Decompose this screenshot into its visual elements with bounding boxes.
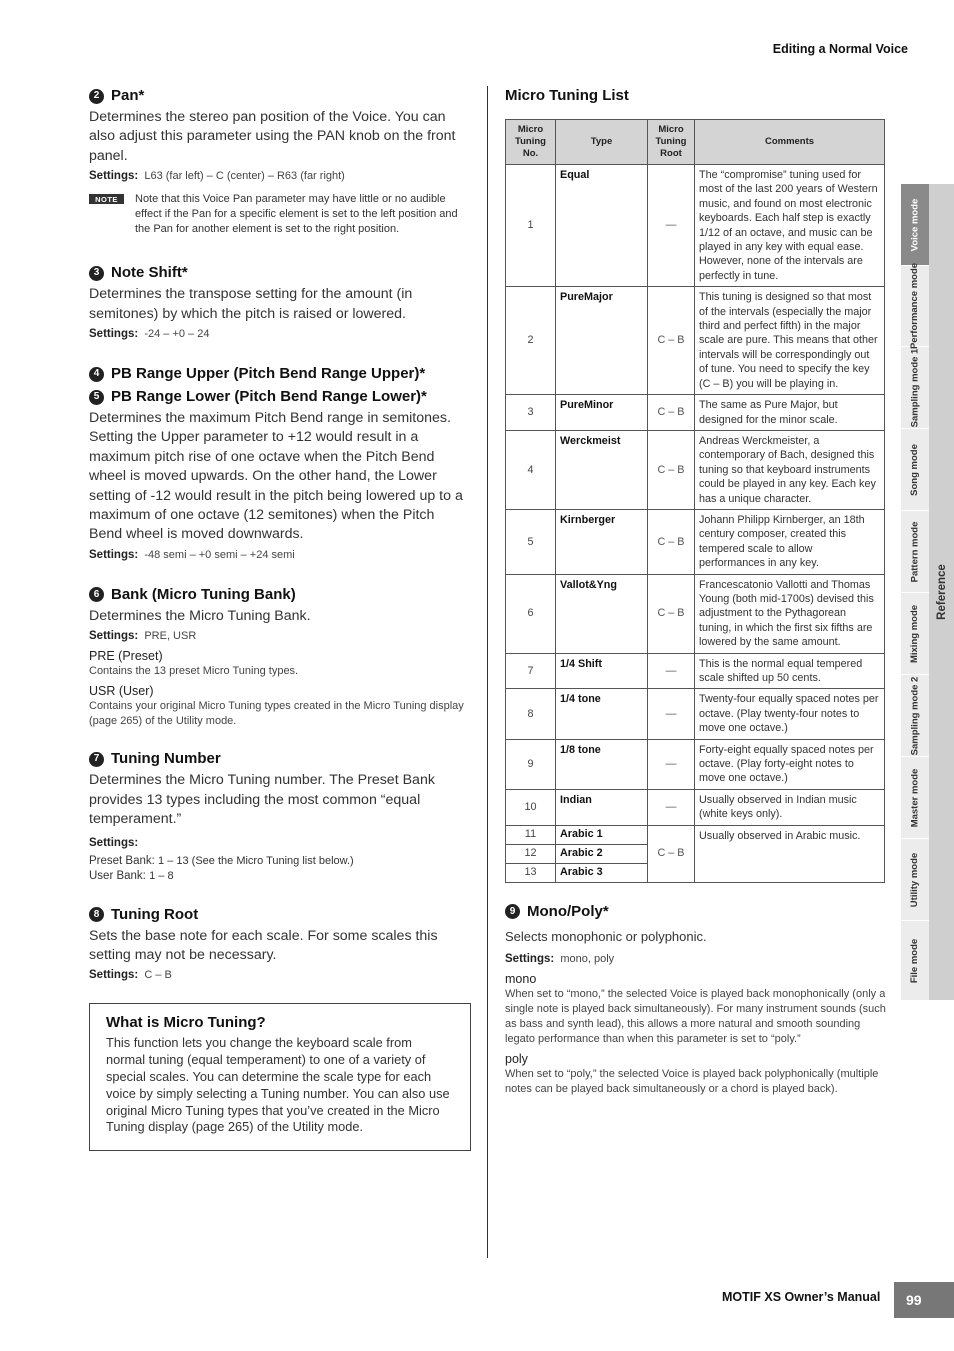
settings-label: Settings: [89, 836, 139, 849]
side-tab-label: Sampling mode 2 [909, 676, 920, 755]
settings-sublabel: Preset Bank: [89, 854, 155, 867]
cell-root: C – B [648, 509, 695, 574]
note-block [89, 192, 471, 237]
section-title: PB Range Lower (Pitch Bend Range Lower)* [111, 388, 427, 406]
column-divider [487, 86, 488, 1258]
cell-type: 1/4 Shift [556, 653, 648, 689]
section-bank [89, 585, 471, 729]
settings-label: Settings: [89, 170, 139, 183]
cell-no: 9 [506, 739, 556, 789]
settings-line [89, 629, 471, 644]
settings-label: Settings: [89, 969, 139, 982]
table-body [506, 165, 885, 883]
settings-preset-line [89, 854, 471, 869]
section-body: Selects monophonic or polyphonic. [505, 928, 707, 944]
table-row [506, 287, 885, 395]
circled-number-icon: 8 [89, 907, 104, 922]
side-tab-label: Utility mode [909, 852, 920, 907]
cell-type: PureMinor [556, 395, 648, 431]
side-tab-sampling-mode-2[interactable] [901, 675, 929, 757]
circled-number-icon: 7 [89, 752, 104, 767]
section-title: Tuning Number [111, 750, 221, 768]
circled-number-icon: 2 [89, 89, 104, 104]
side-tab-performance-mode[interactable] [901, 262, 929, 349]
cell-type: Vallot&Yng [556, 574, 648, 653]
settings-value: -48 semi – +0 semi – +24 semi [144, 548, 295, 561]
cell-no: 5 [506, 509, 556, 574]
cell-type: Werckmeist [556, 430, 648, 509]
circled-number-icon: 5 [89, 390, 104, 405]
side-tab-label: Mixing mode [909, 604, 920, 663]
left-column [89, 86, 471, 1151]
cell-no: 6 [506, 574, 556, 653]
section-body: Determines the stereo pan position of the Voice. You can also adjust this parameter using the PAN knob on the front panel. [89, 109, 456, 164]
cell-root: C – B [648, 430, 695, 509]
cell-no: 3 [506, 395, 556, 431]
section-tuning-number [89, 749, 471, 883]
micro-tuning-table [505, 119, 885, 883]
circled-number-icon: 3 [89, 266, 104, 281]
settings-label: Settings: [89, 548, 139, 561]
table-row [506, 574, 885, 653]
cell-comment: This is the normal equal tempered scale shifted up 50 cents. [695, 653, 885, 689]
side-tab-label: Song mode [909, 443, 921, 496]
cell-type: Equal [556, 165, 648, 287]
cell-root: — [648, 653, 695, 689]
section-title: PB Range Upper (Pitch Bend Range Upper)* [111, 365, 426, 383]
section-mono-poly [505, 902, 887, 1097]
table-row [506, 509, 885, 574]
side-tab-voice-mode[interactable] [901, 184, 929, 266]
section-heading [89, 86, 471, 106]
settings-user-line [89, 869, 471, 884]
side-tab-mixing-mode[interactable] [901, 593, 929, 675]
section-tuning-root [89, 905, 471, 984]
section-heading [89, 749, 471, 769]
cell-type: Arabic 3 [556, 863, 648, 882]
info-box-title: What is Micro Tuning? [106, 1014, 266, 1032]
option-name: PRE (Preset) [89, 649, 163, 664]
settings-label: Settings: [505, 953, 555, 966]
table-row [506, 430, 885, 509]
settings-line [89, 327, 471, 342]
section-heading [89, 905, 471, 925]
reference-label [929, 184, 954, 1000]
option-description: Contains your original Micro Tuning types created in the Micro Tuning display (page 265) of the Utility mode. [89, 700, 464, 728]
settings-line [89, 968, 471, 983]
cell-root: — [648, 739, 695, 789]
side-tab-pattern-mode[interactable] [901, 511, 929, 593]
running-header: Editing a Normal Voice [772, 42, 908, 56]
cell-root: — [648, 789, 695, 825]
side-tab-label: Master mode [909, 768, 921, 827]
side-tab-label: Pattern mode [909, 521, 920, 582]
cell-comment: Andreas Werckmeister, a contemporary of Bach, designed this tuning so that keyboard instruments could be played in any key. Each key has a unique character. [695, 430, 885, 509]
cell-root: — [648, 165, 695, 287]
side-tab-strip [901, 184, 954, 1000]
cell-no: 12 [506, 844, 556, 863]
settings-value: 1 – 8 [149, 869, 174, 882]
cell-comment: Twenty-four equally spaced notes per octave. (Play twenty-four notes to move one octave.) [695, 689, 885, 739]
section-body: Determines the Micro Tuning number. The Preset Bank provides 13 types including the most common “equal temperament.” [89, 772, 435, 828]
settings-line [89, 169, 471, 184]
settings-value: C – B [144, 969, 172, 982]
side-tab-label: Performance mode [909, 262, 920, 349]
cell-no: 4 [506, 430, 556, 509]
table-row [506, 395, 885, 431]
side-tab-sampling-mode-1[interactable] [901, 347, 929, 429]
section-title: Bank (Micro Tuning Bank) [111, 585, 296, 603]
settings-label: Settings: [89, 630, 139, 643]
settings-line [89, 836, 471, 851]
section-body: Determines the Micro Tuning Bank. [89, 607, 311, 624]
side-tab-label: File mode [909, 938, 920, 983]
side-tab-column [901, 184, 929, 1000]
cell-comment: The same as Pure Major, but designed for the minor scale. [695, 395, 885, 431]
side-tab-label: Sampling mode 1 [909, 348, 920, 427]
cell-no: 8 [506, 689, 556, 739]
cell-type: Arabic 2 [556, 844, 648, 863]
side-tab-song-mode[interactable] [901, 429, 929, 511]
note-icon: NOTE [89, 194, 124, 204]
cell-comment: Johann Philipp Kirnberger, an 18th century composer, created this tempered scale to allow performances in any key. [695, 509, 885, 574]
info-box [89, 1003, 471, 1151]
section-title: Tuning Root [111, 905, 199, 923]
table-row [506, 789, 885, 825]
header-no: Micro Tuning No. [506, 120, 556, 165]
settings-line [505, 952, 887, 967]
cell-root: C – B [648, 287, 695, 395]
cell-comment: Usually observed in Arabic music. [695, 825, 885, 882]
section-title: Note Shift* [111, 264, 188, 282]
side-tab-master-mode[interactable] [901, 757, 929, 839]
side-tab-file-mode[interactable] [901, 921, 929, 1001]
settings-value: PRE, USR [144, 630, 197, 643]
circled-number-icon: 9 [505, 904, 520, 919]
table-row [506, 653, 885, 689]
option-description: Contains the 13 preset Micro Tuning types. [89, 665, 299, 678]
section-heading [89, 585, 471, 605]
option-description: When set to “mono,” the selected Voice is played back monophonically (only a single note is played back simultaneously). For many instrument sounds (such as bass and synth lead), this allows a more natural and smooth sounding legato performance than when this parameter is set to “poly.” [505, 988, 886, 1046]
cell-no: 13 [506, 863, 556, 882]
option-name: mono [505, 972, 537, 987]
section-body: Determines the maximum Pitch Bend range in semitones. Setting the Upper parameter to +12 would result in a maximum pitch rise of one octave when the Pitch Bend wheel is moved upwards. On the other hand, the Lower setting of -12 would result in the pitch being lowered up to a maximum of one octave (12 semitones) when the Pitch Bend wheel is moved downwards. [89, 410, 463, 543]
cell-type: PureMajor [556, 287, 648, 395]
section-title: Pan* [111, 87, 145, 104]
cell-type: 1/4 tone [556, 689, 648, 739]
settings-value: -24 – +0 – 24 [144, 328, 210, 341]
section-body: Determines the transpose setting for the amount (in semitones) by which the pitch is raised or lowered. [89, 286, 413, 322]
section-note-shift [89, 263, 471, 342]
option-description: When set to “poly,” the selected Voice is played back polyphonically (multiple notes can be played back simultaneously or a chord is played back). [505, 1068, 879, 1096]
option-name: poly [505, 1052, 528, 1067]
right-column [505, 86, 887, 1097]
table-title: Micro Tuning List [505, 87, 629, 104]
header-root: Micro Tuning Root [648, 120, 695, 165]
cell-type: Arabic 1 [556, 825, 648, 844]
cell-type: Indian [556, 789, 648, 825]
circled-number-icon: 6 [89, 587, 104, 602]
note-text: Note that this Voice Pan parameter may have little or no audible effect if the Pan for a specific element is set to the left position and the Pan for another element is set to the right position. [135, 193, 458, 236]
settings-line [89, 548, 471, 563]
cell-type: Kirnberger [556, 509, 648, 574]
manual-title: MOTIF XS Owner’s Manual [722, 1290, 881, 1304]
cell-comment: The “compromise” tuning used for most of the last 200 years of Western music, and found on most electronic keyboards. Each half step is exactly 1/12 of an octave, and music can be played in any key with equal ease. However, none of the intervals are perfectly in tune. [695, 165, 885, 287]
info-box-body: This function lets you change the keyboard scale from normal tuning (equal temperament) to one of a variety of special scales. You can determine the scale type for each voice by simply selecting a Tuning number. You can also use original Micro Tuning types that you’ve created in the Micro Tuning display (page 265) of the Utility mode. [106, 1035, 450, 1135]
header-type: Type [556, 120, 648, 165]
cell-type: 1/8 tone [556, 739, 648, 789]
cell-no: 2 [506, 287, 556, 395]
settings-value: L63 (far left) – C (center) – R63 (far right) [144, 170, 345, 183]
section-body: Sets the base note for each scale. For some scales this setting may not be necessary. [89, 927, 438, 963]
cell-root: C – B [648, 574, 695, 653]
section-pan [89, 86, 471, 237]
table-row [506, 739, 885, 789]
cell-root: — [648, 689, 695, 739]
section-title: Mono/Poly* [527, 902, 609, 920]
table-row [506, 689, 885, 739]
settings-value: mono, poly [560, 953, 615, 966]
cell-no: 10 [506, 789, 556, 825]
cell-comment: Usually observed in Indian music (white keys only). [695, 789, 885, 825]
cell-no: 11 [506, 825, 556, 844]
cell-no: 7 [506, 653, 556, 689]
section-heading [89, 387, 471, 407]
cell-comment: This tuning is designed so that most of the intervals (especially the major third and perfect fifth) in the major scale are pure. This means that other intervals will be correspondingly out of tune. You need to specify the key (C – B) you will be playing in. [695, 287, 885, 395]
cell-no: 1 [506, 165, 556, 287]
settings-label: Settings: [89, 328, 139, 341]
cell-comment: Francescatonio Vallotti and Thomas Young (both mid-1700s) devised this adjustment to the Pythagorean tuning, in which the first six fifths are lowered by the same amount. [695, 574, 885, 653]
reference-text: Reference [935, 564, 948, 620]
table-row [506, 165, 885, 287]
table-row [506, 825, 885, 844]
cell-root: C – B [648, 825, 695, 882]
section-heading [89, 364, 471, 384]
cell-root: C – B [648, 395, 695, 431]
section-heading [89, 263, 471, 283]
circled-number-icon: 4 [89, 367, 104, 382]
side-tab-utility-mode[interactable] [901, 839, 929, 921]
page-number: 99 [894, 1282, 954, 1318]
option-name: USR (User) [89, 684, 154, 699]
section-heading [505, 902, 887, 922]
settings-value: 1 – 13 (See the Micro Tuning list below.) [158, 854, 354, 867]
table-header-row [506, 120, 885, 165]
header-comments: Comments [695, 120, 885, 165]
side-tab-label: Voice mode [909, 198, 920, 251]
settings-sublabel: User Bank: [89, 869, 146, 882]
cell-comment: Forty-eight equally spaced notes per octave. (Play forty-eight notes to move one octave.) [695, 739, 885, 789]
section-pb-range [89, 364, 471, 563]
